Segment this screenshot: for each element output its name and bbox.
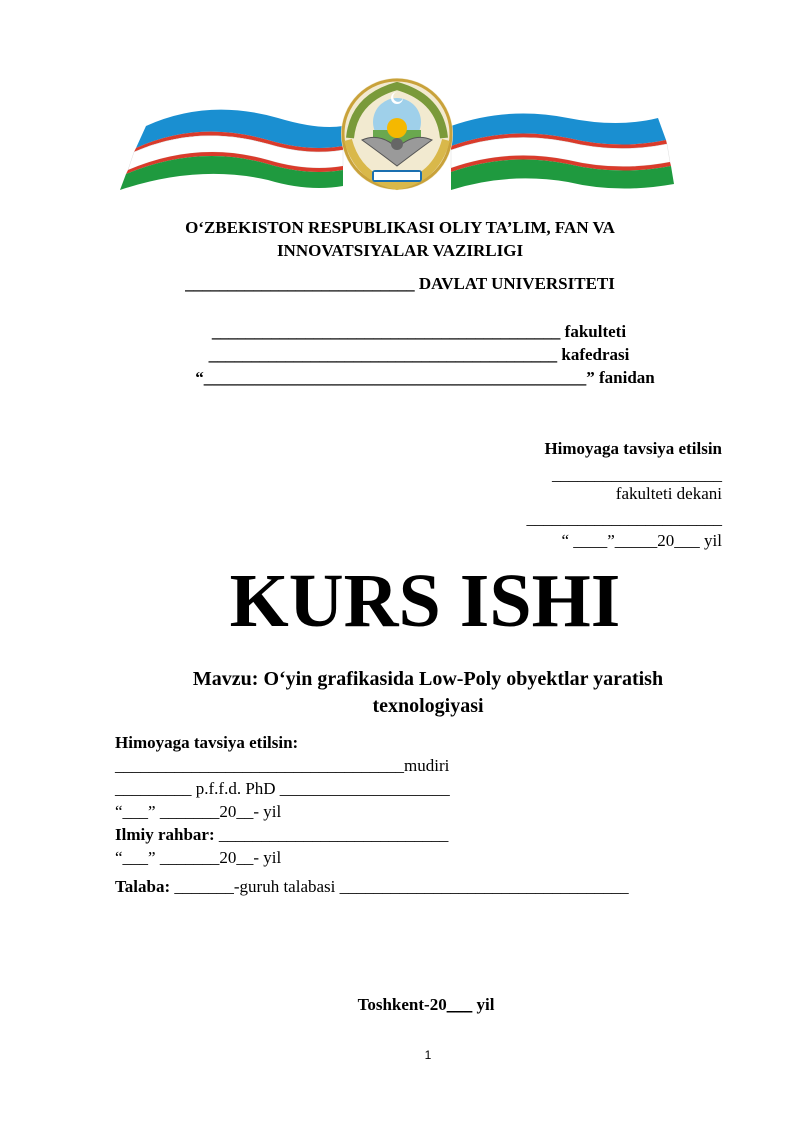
ministry-heading: [0, 216, 800, 262]
student-blank[interactable]: _______-guruh talabasi __________________________________: [170, 877, 629, 896]
page-number: 1: [424, 1048, 432, 1062]
subject-blank[interactable]: _____________________________________________: [203, 368, 587, 387]
phd-line[interactable]: _________ p.f.f.d. PhD ____________________: [115, 779, 450, 798]
faculty-line: [0, 320, 800, 343]
faculty-blank[interactable]: _________________________________________: [211, 322, 561, 341]
supervisor-blank[interactable]: ___________________________: [214, 825, 449, 844]
topic: [0, 666, 800, 720]
document-title: KURS ISHI: [229, 559, 621, 643]
university-line: [0, 272, 800, 295]
flag-left-icon: [120, 110, 343, 190]
university-label: DAVLAT UNIVERSITETI: [414, 274, 615, 293]
supervisor-label: Ilmiy rahbar:: [115, 825, 215, 844]
ministry-line-2: INNOVATSIYALAR VAZIRLIGI: [276, 241, 524, 260]
topic-line-2: texnologiyasi: [372, 695, 484, 717]
dean-signature-line[interactable]: ____________________: [552, 465, 722, 484]
approval-heading: Himoyaga tavsiya etilsin: [544, 439, 722, 458]
subject-label: ” fanidan: [586, 368, 655, 387]
year-suffix: yil: [472, 995, 495, 1014]
department-line: [0, 343, 800, 366]
year-blank[interactable]: ___: [446, 995, 473, 1014]
university-blank[interactable]: ___________________________: [185, 274, 415, 293]
topic-line-1: Mavzu: O‘yin grafikasida Low-Poly obyektlar yaratish: [192, 668, 664, 690]
city-year: [0, 993, 800, 1016]
ministry-line-1: O‘ZBEKISTON RESPUBLIKASI OLIY TA’LIM, FAN VA: [185, 218, 615, 237]
flag-right-icon: [451, 114, 674, 191]
dean-label: fakulteti dekani: [615, 484, 722, 503]
defense-date-1[interactable]: “___” _______20__- yil: [115, 802, 282, 821]
department-blank[interactable]: _________________________________________: [208, 345, 558, 364]
head-of-department-line[interactable]: __________________________________mudiri: [115, 756, 450, 775]
subject-open-quote: “: [195, 368, 204, 387]
coat-of-arms-icon: [341, 78, 453, 190]
state-emblem-flag-image: [118, 78, 676, 196]
department-label: kafedrasi: [557, 345, 630, 364]
defense-date-2[interactable]: “___” _______20__- yil: [115, 848, 282, 867]
subject-line: [0, 366, 800, 389]
student-line: [115, 875, 629, 898]
student-label: Talaba:: [115, 877, 171, 896]
defense-heading: Himoyaga tavsiya etilsin:: [115, 733, 299, 752]
faculty-label: fakulteti: [560, 322, 627, 341]
supervisor-line: [115, 823, 448, 846]
approval-date: “ ____”_____20___ yil: [561, 531, 722, 550]
city-label: Toshkent-20: [357, 995, 447, 1014]
approval-date-line[interactable]: _______________________: [526, 509, 722, 528]
